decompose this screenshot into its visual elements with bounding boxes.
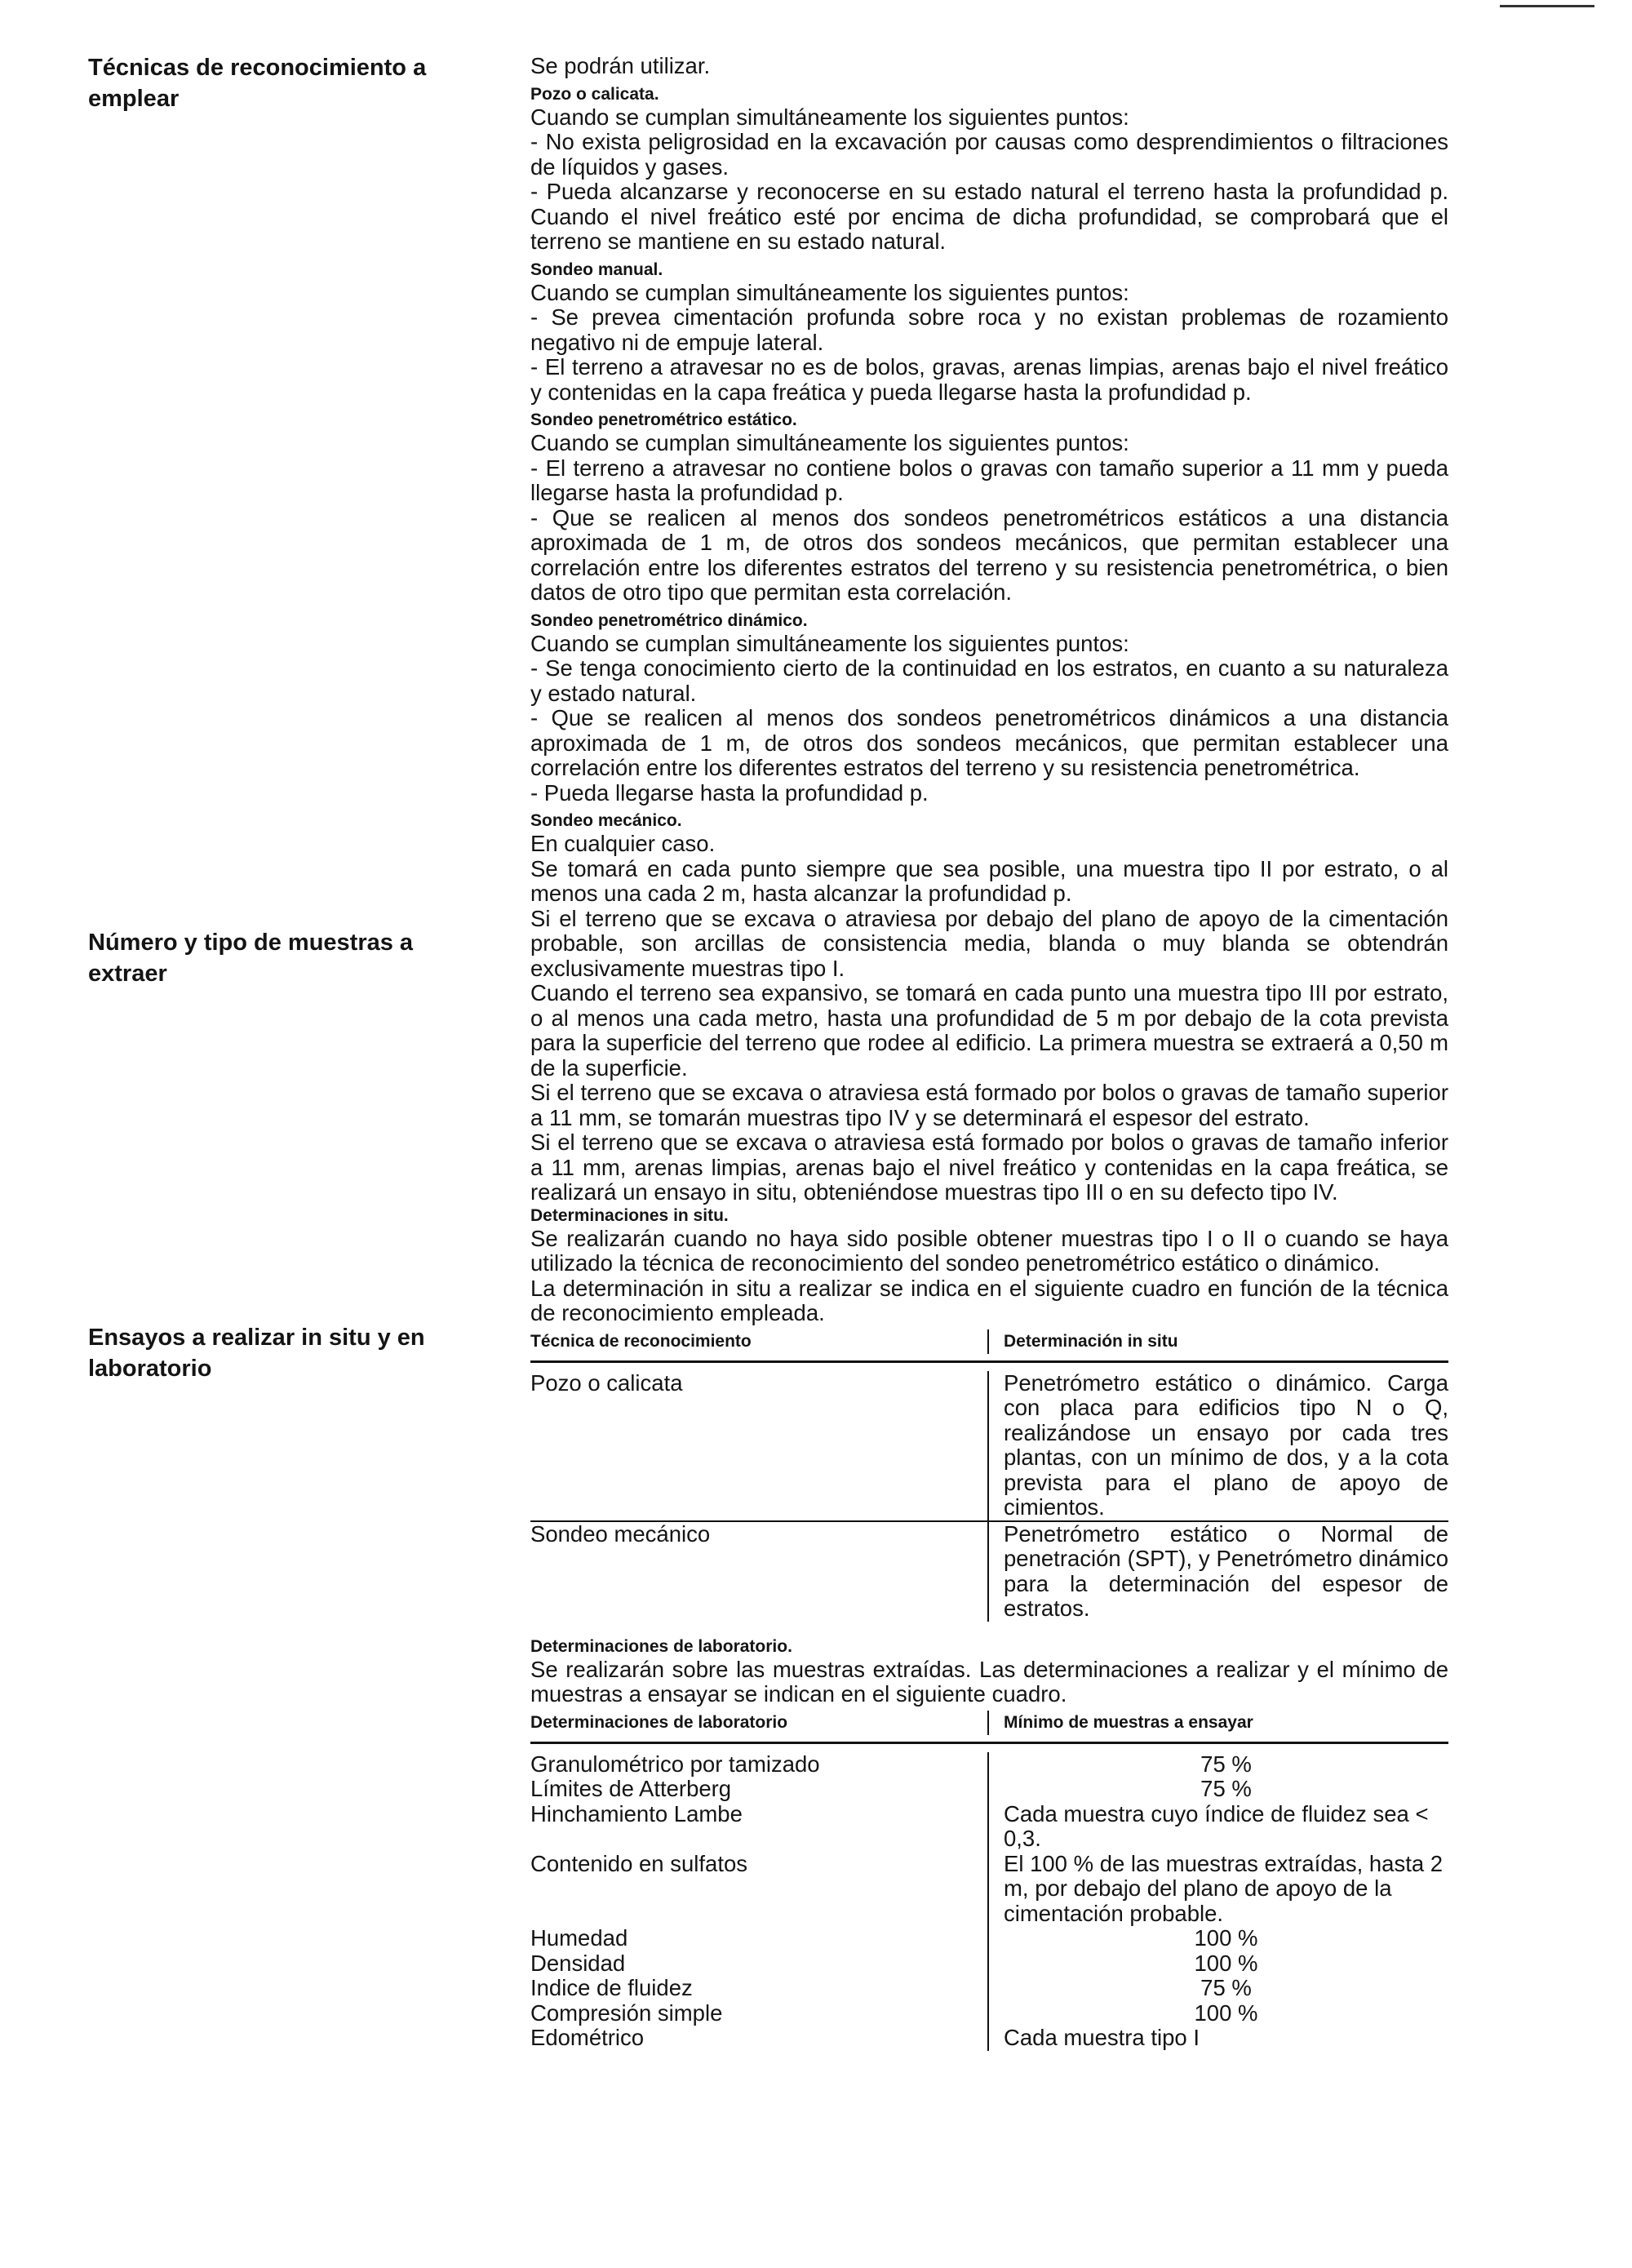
main-column (530, 54, 1448, 2051)
table-header-cell: Determinación in situ (987, 1329, 1448, 1354)
table-row (530, 1976, 1448, 2001)
table-cell: Hinchamiento Lambe (530, 1800, 743, 1826)
table-cell: Granulométrico por tamizado (530, 1751, 820, 1777)
table-cell (987, 1522, 1448, 1622)
section-ensayos (530, 1205, 1448, 2051)
paragraph: - Se prevea cimentación profunda sobre roca y no existan problemas de rozamiento negativo ni de empuje lateral. (530, 304, 1448, 355)
table-cell: Compresión simple (530, 1999, 723, 2026)
side-heading-muestras: Número y tipo de muestras a extraer (88, 930, 414, 987)
subheading-penetrometrico-estatico: Sondeo penetrométrico estático. (530, 411, 797, 429)
table-cell: Humedad (530, 1925, 628, 1951)
side-heading-tecnicas: Técnicas de reconocimiento a emplear (88, 55, 427, 112)
paragraph: Si el terreno que se excava o atraviesa por debajo del plano de apoyo de la cimentación probable, son arcillas de consistencia media, blanda o muy blanda se obtendrán exclusivamente muestras tipo I. (530, 905, 1448, 981)
paragraph: Si el terreno que se excava o atraviesa está formado por bolos o gravas de tamaño superior a 11 mm, se tomarán muestras tipo IV y se determinará el espesor del estrato. (530, 1080, 1448, 1130)
subheading-laboratorio: Determinaciones de laboratorio. (530, 1636, 792, 1656)
table-in-situ (530, 1329, 1448, 1622)
paragraph: Se realizarán cuando no haya sido posible obtener muestras tipo I o II o cuando se haya utilizado la técnica de reconocimiento del sondeo penetrométrico estático o dinámico. (530, 1225, 1448, 1276)
table-cell: Edométrico (530, 2025, 645, 2050)
table-row (530, 1951, 1448, 1977)
paragraph: Cuando el terreno sea expansivo, se tomará en cada punto una muestra tipo III por estrato, o al menos una cada metro, hasta una profundidad de 5 m por debajo de la cota prevista para la superficie del terreno que rodee al edificio. La primera muestra se extraerá a 0,50 m de la superficie. (530, 980, 1448, 1081)
table-cell: Límites de Atterberg (530, 1776, 732, 1801)
table-cell: 75 % (987, 1976, 1448, 2001)
paragraph: Cuando se cumplan simultáneamente los siguientes puntos: (530, 104, 1129, 130)
table-cell: 75 % (987, 1752, 1448, 1778)
table-header (530, 1329, 1448, 1363)
table-cell: Cada muestra cuyo índice de fluidez sea < 0,3. (987, 1802, 1448, 1852)
paragraph: - No exista peligrosidad en la excavación por causas como desprendimientos o filtraciones de líquidos y gases. (530, 129, 1448, 180)
subheading-pozo: Pozo o calicata. (530, 84, 659, 104)
table-header-cell: Técnica de reconocimiento (530, 1331, 752, 1351)
section-intro: Se podrán utilizar. (530, 53, 711, 78)
subheading-sondeo-mecanico: Sondeo mecánico. (530, 811, 682, 830)
section-muestras (530, 857, 1448, 1205)
table-header-cell: Determinaciones de laboratorio (530, 1712, 788, 1732)
table-body (530, 1744, 1448, 2051)
table-row (530, 1752, 1448, 1778)
paragraph: Cuando se cumplan simultáneamente los siguientes puntos: (530, 279, 1129, 305)
table-cell: El 100 % de las muestras extraídas, hasta 2 m, por debajo del plano de apoyo de la cimentación probable. (987, 1852, 1448, 1927)
table-cell: Contenido en sulfatos (530, 1850, 748, 1876)
subheading-sondeo-manual: Sondeo manual. (530, 260, 663, 279)
paragraph: - Que se realicen al menos dos sondeos penetrométricos dinámicos a una distancia aproximada de 1 m, de otros dos sondeos mecánicos, que permitan establecer una correlación entre los diferentes estratos del terreno y su resistencia penetrométrica. (530, 705, 1448, 780)
table-row (530, 2026, 1448, 2051)
paragraph: En cualquier caso. (530, 831, 716, 856)
table-row (530, 1520, 1448, 1622)
table-row (530, 1852, 1448, 1927)
table-header (530, 1711, 1448, 1744)
paragraph: - Se tenga conocimiento cierto de la continuidad en los estratos, en cuanto a su naturaleza y estado natural. (530, 655, 1448, 706)
paragraph: Si el terreno que se excava o atraviesa está formado por bolos o gravas de tamaño inferior a 11 mm, arenas limpias, arenas bajo el nivel freático y contenidas en la capa freática, se realizará un ensayo in situ, obteniéndose muestras tipo III o en su defecto tipo IV. (530, 1130, 1448, 1205)
table-cell-text: Penetrómetro estático o Normal de penetración (SPT), y Penetrómetro dinámico para la determinación del espesor de estratos. (1004, 1520, 1448, 1621)
paragraph: Cuando se cumplan simultáneamente los siguientes puntos: (530, 630, 1129, 656)
table-laboratorio (530, 1711, 1448, 2051)
table-row (530, 1802, 1448, 1852)
section-tecnicas (530, 54, 1448, 857)
table-cell: Pozo o calicata (530, 1369, 683, 1396)
paragraph: Se realizarán sobre las muestras extraídas. Las determinaciones a realizar y el mínimo de muestras a ensayar se indican en el siguiente cuadro. (530, 1656, 1448, 1707)
paragraph: - Pueda alcanzarse y reconocerse en su estado natural el terreno hasta la profundidad p. Cuando el nivel freático esté por encima de dicha profundidad, se comprobará que el terreno se mantiene en su estado natural. (530, 179, 1448, 254)
side-heading-ensayos: Ensayos a realizar in situ y en laboratorio (88, 1325, 425, 1382)
table-header-cell: Mínimo de muestras a ensayar (987, 1711, 1448, 1735)
table-cell: 75 % (987, 1777, 1448, 1802)
paragraph: Cuando se cumplan simultáneamente los siguientes puntos: (530, 430, 1129, 455)
table-cell: Indice de fluidez (530, 1975, 693, 2000)
table-cell: Densidad (530, 1950, 626, 1976)
paragraph: Se tomará en cada punto siempre que sea posible, una muestra tipo II por estrato, o al menos una cada 2 m, hasta alcanzar la profundidad p. (530, 855, 1448, 906)
paragraph: - El terreno a atravesar no es de bolos, gravas, arenas limpias, arenas bajo el nivel freático y contenidas en la capa freática y pueda llegarse hasta la profundidad p. (530, 354, 1448, 405)
table-cell: 100 % (987, 1926, 1448, 1951)
table-cell: 100 % (987, 1951, 1448, 1977)
paragraph: La determinación in situ a realizar se indica en el siguiente cuadro en función de la técnica de reconocimiento empleada. (530, 1275, 1448, 1325)
table-row (530, 1363, 1448, 1520)
subheading-penetrometrico-dinamico: Sondeo penetrométrico dinámico. (530, 610, 808, 630)
paragraph: - Pueda llegarse hasta la profundidad p. (530, 779, 929, 806)
table-cell: Cada muestra tipo I (987, 2026, 1448, 2051)
subheading-in-situ: Determinaciones in situ. (530, 1205, 729, 1225)
table-cell (987, 1371, 1448, 1520)
corner-rule (1500, 5, 1594, 7)
table-cell-text: Penetrómetro estático o dinámico. Carga con placa para edificios tipo N o Q, realizándose un ensayo por cada tres plantas, con un mínimo de dos, y a la cota prevista para el plano de apoyo de cimientos. (1004, 1369, 1448, 1520)
table-row (530, 2001, 1448, 2026)
table-row (530, 1777, 1448, 1802)
paragraph: - Que se realicen al menos dos sondeos penetrométricos estáticos a una distancia aproximada de 1 m, de otros dos sondeos mecánicos, que permitan establecer una correlación entre los diferentes estratos del terreno y su resistencia penetrométrica, o bien datos de otro tipo que permitan esta correlación. (530, 504, 1448, 605)
table-row (530, 1926, 1448, 1951)
table-cell: 100 % (987, 2001, 1448, 2026)
table-cell: Sondeo mecánico (530, 1520, 711, 1547)
paragraph: - El terreno a atravesar no contiene bolos o gravas con tamaño superior a 11 mm y pueda llegarse hasta la profundidad p. (530, 455, 1448, 505)
